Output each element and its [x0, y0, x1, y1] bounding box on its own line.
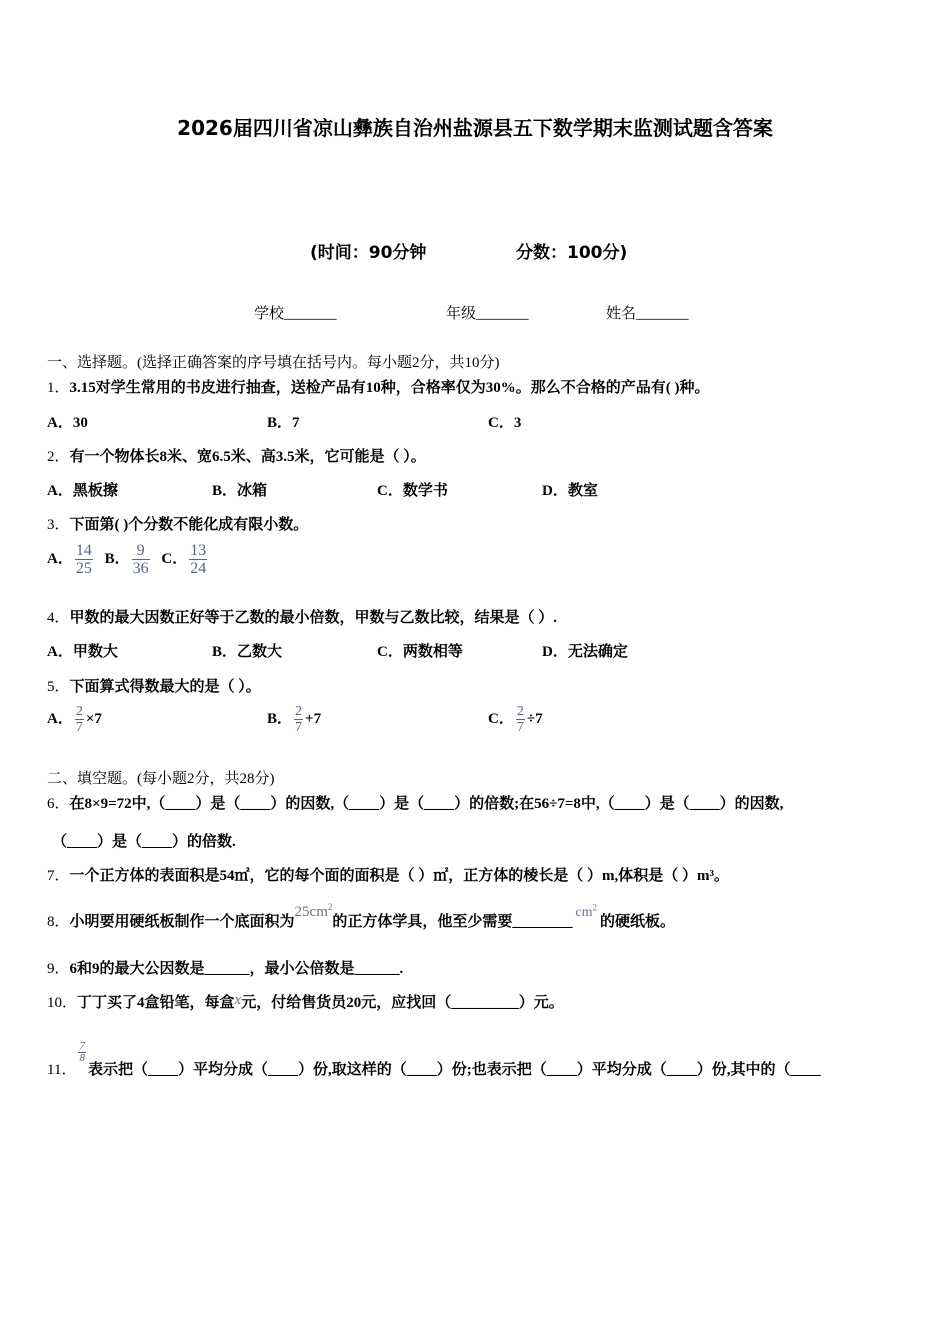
- question-number: 9．: [47, 961, 70, 977]
- q3-option-c[interactable]: C．: [161, 550, 188, 567]
- question-4: [47, 606, 557, 627]
- question-6: [47, 792, 783, 813]
- question-11: [47, 1040, 821, 1078]
- q4-option-c[interactable]: C．两数相等: [377, 644, 463, 660]
- fraction: $\frac{7}{8}$: [79, 1040, 85, 1065]
- question-9: [47, 957, 403, 978]
- fraction: $\frac{2}{7}$: [516, 704, 524, 735]
- q3-options: [47, 542, 209, 577]
- question-2: [47, 445, 426, 466]
- question-number: 5．: [47, 679, 70, 695]
- fraction: $\frac{9}{36}$: [132, 542, 149, 577]
- question-8: 8．小明要用硬纸板制作一个底面积为$25cm^2$的正方体学具，他至少需要$\_\_\_\_\_\_\_\_cm^2$的硬纸板。: [47, 902, 675, 930]
- question-text: 有一个物体长8米、宽6.5米、高3.5米，它可能是（ ）。: [69, 449, 426, 465]
- section1-heading: 一、选择题。(选择正确答案的序号填在括号内。每小题2分，共10分): [47, 355, 500, 371]
- question-text: 6和9的最大公因数是______，最小公倍数是______.: [69, 961, 404, 977]
- question-number: 4．: [47, 610, 70, 626]
- question-1: [47, 376, 710, 397]
- fraction: $\frac{2}{7}$: [75, 704, 83, 735]
- q5-option-a[interactable]: A． $\frac{2}{7}$ ×7: [47, 704, 102, 735]
- question-10: 10．丁丁买了4盒铅笔，每盒x元，付给售货员20元，应找回（_________）元。: [47, 992, 564, 1011]
- question-number: 3．: [47, 517, 70, 533]
- question-text: 一个正方体的表面积是54㎡，它的每个面的面积是（ ）㎡，正方体的棱长是（ ）m,体积是（ ）m³。: [69, 868, 730, 884]
- q3-option-a[interactable]: A．: [47, 550, 73, 567]
- q5-option-b[interactable]: B． $\frac{2}{7}$ +7: [267, 704, 322, 735]
- question-text: 在8×9=72中,（____）是（____）的因数,（____）是（____）的倍数;在56÷7=8中,（____）是（____）的因数,: [69, 796, 784, 812]
- question-text: 表示把（____）平均分成（____）份,取这样的（____）份;也表示把（____）平均分成（____）份,其中的（____: [87, 1062, 821, 1078]
- fraction: $\frac{2}{7}$: [295, 704, 303, 735]
- page-title: 2026届四川省凉山彝族自治州盐源县五下数学期末监测试题含答案: [177, 116, 773, 140]
- q2-option-d[interactable]: D．教室: [542, 483, 598, 499]
- question-5: [47, 675, 261, 696]
- variable-x: x: [234, 992, 242, 1008]
- q1-option-c[interactable]: C．3: [488, 415, 522, 431]
- q4-option-d[interactable]: D．无法确定: [542, 644, 628, 660]
- fraction: $\frac{13}{24}$: [190, 542, 207, 577]
- question-number: 2．: [47, 449, 70, 465]
- time-label: (时间：90分钟: [310, 243, 427, 263]
- question-number: 11．: [47, 1062, 77, 1078]
- grade-field[interactable]: 年级_______: [446, 306, 529, 322]
- section2-heading: 二、填空题。(每小题2分，共28分): [47, 771, 275, 787]
- q2-option-b[interactable]: B．冰箱: [212, 483, 268, 499]
- area-value: $25cm^2$: [294, 902, 333, 920]
- question-number: 8．: [47, 914, 70, 930]
- question-text: 下面算式得数最大的是（ ）。: [69, 679, 261, 695]
- question-text: 甲数的最大因数正好等于乙数的最小倍数，甲数与乙数比较，结果是（ ）.: [69, 610, 558, 626]
- fraction: $\frac{14}{25}$: [75, 542, 92, 577]
- unit-label: $cm^2$: [575, 902, 597, 920]
- q2-option-a[interactable]: A．黑板擦: [47, 483, 118, 499]
- question-6-continued: （____）是（____）的倍数.: [52, 834, 236, 850]
- question-7: [47, 864, 729, 885]
- question-3: [47, 513, 308, 534]
- question-number: 1．: [47, 380, 70, 396]
- question-number: 7．: [47, 868, 70, 884]
- school-field[interactable]: 学校_______: [254, 306, 337, 322]
- question-text: 3.15对学生常用的书皮进行抽查，送检产品有10种，合格率仅为30%。那么不合格的产品有( )种。: [69, 380, 710, 396]
- name-field[interactable]: 姓名_______: [606, 306, 689, 322]
- q3-option-b[interactable]: B．: [104, 550, 130, 567]
- q4-option-b[interactable]: B．乙数大: [212, 644, 283, 660]
- question-text: 下面第( )个分数不能化成有限小数。: [69, 517, 309, 533]
- q2-option-c[interactable]: C．数学书: [377, 483, 448, 499]
- q1-option-b[interactable]: B．7: [267, 415, 300, 431]
- q1-option-a[interactable]: A．30: [47, 415, 88, 431]
- question-number: 10．: [47, 995, 78, 1011]
- question-number: 6．: [47, 796, 70, 812]
- score-label: 分数：100分): [516, 243, 628, 263]
- q4-option-a[interactable]: A．甲数大: [47, 644, 118, 660]
- q5-option-c[interactable]: C． $\frac{2}{7}$ ÷7: [488, 704, 543, 735]
